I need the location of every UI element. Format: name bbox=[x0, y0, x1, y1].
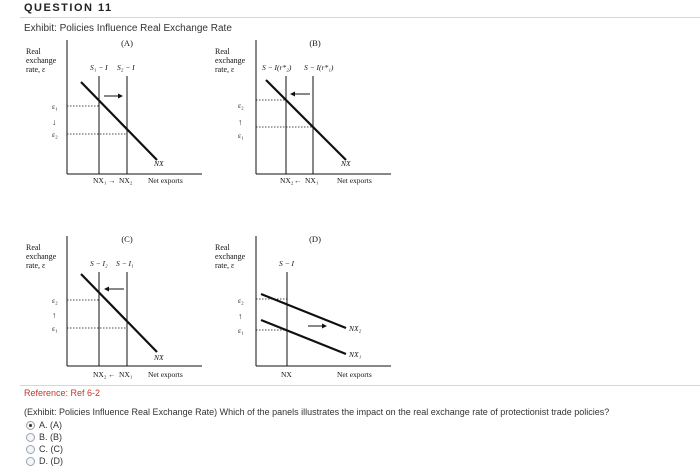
header-divider bbox=[20, 17, 700, 18]
question-prompt: (Exhibit: Policies Influence Real Exchange Rate) Which of the panels illustrates the impact on the real exchange rate of protectionist trade policies? bbox=[24, 407, 610, 417]
panel-a-nx2-tick: NX₂ bbox=[119, 176, 133, 185]
question-title: QUESTION 11 bbox=[24, 2, 113, 14]
panel-b-xlabel: Net exports bbox=[337, 176, 372, 185]
panel-c-ylabel-1: Real bbox=[26, 243, 41, 252]
panel-c-ylabel-2: exchange bbox=[26, 252, 57, 261]
panel-d-ylabel-1: Real bbox=[215, 243, 230, 252]
panel-c-supply-2-label: S − I₁ bbox=[116, 259, 134, 268]
panel-a-ylabel-3: rate, ε bbox=[26, 65, 46, 74]
choice-a-label[interactable]: A. (A) bbox=[39, 420, 63, 430]
panel-b-ylabel-2: exchange bbox=[215, 56, 246, 65]
panel-b-nx-label: NX bbox=[341, 159, 351, 168]
panel-d bbox=[213, 232, 393, 384]
panel-a-nx-label: NX bbox=[154, 159, 164, 168]
panel-d-nx1-curve bbox=[261, 320, 346, 354]
panel-a bbox=[24, 36, 204, 188]
panel-d-eps1: ε₁ bbox=[238, 326, 244, 335]
panel-c bbox=[24, 232, 204, 384]
panel-a-supply-1-label: S₁ − I bbox=[90, 63, 108, 72]
panel-d-supply-label: S − I bbox=[279, 259, 295, 268]
panel-c-eps1: ε₁ bbox=[52, 324, 58, 333]
panel-b-ylabel-3: rate, ε bbox=[215, 65, 235, 74]
choice-a[interactable] bbox=[26, 419, 63, 431]
choice-a-radio[interactable] bbox=[26, 421, 35, 430]
panel-c-nx-label: NX bbox=[154, 353, 164, 362]
panel-c-x-arrow: ← bbox=[108, 370, 116, 379]
choice-c[interactable] bbox=[26, 443, 63, 455]
panel-b-nx1-tick: NX₁ bbox=[305, 176, 319, 185]
answer-choices bbox=[26, 419, 63, 467]
panel-a-eps1: ε₁ bbox=[52, 102, 58, 111]
panel-d-nx2-curve bbox=[261, 294, 346, 328]
choice-d-label[interactable]: D. (D) bbox=[39, 456, 63, 466]
panel-b-x-arrow: ← bbox=[294, 176, 302, 185]
panel-b-eps2: ε₂ bbox=[238, 101, 244, 110]
panel-d-ylabel-2: exchange bbox=[215, 252, 246, 261]
panel-d-eps2: ε₂ bbox=[238, 296, 244, 305]
panel-b-supply-2-label: S − I(r*₁) bbox=[304, 63, 334, 72]
panel-b-shift-arrowhead bbox=[290, 92, 295, 97]
panel-a-ylabel-1: Real bbox=[26, 47, 41, 56]
panel-c-ylabel-3: rate, ε bbox=[26, 261, 46, 270]
panel-d-shift-arrowhead bbox=[322, 324, 327, 329]
panel-a-title: (A) bbox=[121, 38, 133, 48]
panel-c-nx-curve bbox=[81, 274, 157, 352]
choice-d-radio[interactable] bbox=[26, 457, 35, 466]
panel-d-nx2-label: NX₂ bbox=[349, 324, 362, 333]
panel-c-nx1-tick: NX₁ bbox=[119, 370, 133, 379]
panel-a-supply-2-label: S₂ − I bbox=[117, 63, 135, 72]
panel-c-nx2-tick: NX₂ bbox=[93, 370, 107, 379]
reference-text: Reference: Ref 6-2 bbox=[24, 388, 101, 398]
panel-d-nx-tick: NX bbox=[281, 370, 292, 379]
panel-b-supply-1-label: S − I(r*₂) bbox=[262, 63, 292, 72]
reference-divider bbox=[20, 385, 700, 386]
panel-b-nx-curve bbox=[266, 80, 346, 160]
panel-a-xlabel: Net exports bbox=[148, 176, 183, 185]
panel-a-nx-curve bbox=[81, 82, 157, 160]
panel-b-title: (B) bbox=[309, 38, 321, 48]
panel-c-eps-arrow: ↑ bbox=[52, 310, 57, 320]
panel-d-nx1-label: NX₁ bbox=[349, 350, 362, 359]
choice-b-radio[interactable] bbox=[26, 433, 35, 442]
panel-a-nx1-tick: NX₁ bbox=[93, 176, 107, 185]
choice-b[interactable] bbox=[26, 431, 63, 443]
panel-b-eps-arrow: ↑ bbox=[238, 117, 243, 127]
panel-c-title: (C) bbox=[121, 234, 133, 244]
panel-a-x-arrow: → bbox=[108, 176, 116, 185]
panel-d-eps-arrow: ↑ bbox=[238, 311, 243, 321]
panel-d-xlabel: Net exports bbox=[337, 370, 372, 379]
panel-a-shift-arrowhead bbox=[118, 94, 123, 99]
panel-a-ylabel-2: exchange bbox=[26, 56, 57, 65]
panel-b bbox=[213, 36, 393, 188]
panel-b-eps1: ε₁ bbox=[238, 131, 244, 140]
choice-b-label[interactable]: B. (B) bbox=[39, 432, 63, 442]
panel-c-supply-1-label: S − I₂ bbox=[90, 259, 108, 268]
choice-d[interactable] bbox=[26, 455, 63, 467]
panel-c-xlabel: Net exports bbox=[148, 370, 183, 379]
panel-c-shift-arrowhead bbox=[104, 287, 109, 292]
panel-b-ylabel-1: Real bbox=[215, 47, 230, 56]
panel-c-eps2: ε₂ bbox=[52, 296, 58, 305]
panel-d-ylabel-3: rate, ε bbox=[215, 261, 235, 270]
choice-c-label[interactable]: C. (C) bbox=[39, 444, 63, 454]
panel-a-eps2: ε₂ bbox=[52, 130, 58, 139]
panel-b-nx2-tick: NX₂ bbox=[280, 176, 294, 185]
panel-a-eps-arrow: ↓ bbox=[52, 117, 57, 127]
exhibit-title: Exhibit: Policies Influence Real Exchange Rate bbox=[24, 23, 232, 34]
panel-d-title: (D) bbox=[309, 234, 321, 244]
choice-c-radio[interactable] bbox=[26, 445, 35, 454]
